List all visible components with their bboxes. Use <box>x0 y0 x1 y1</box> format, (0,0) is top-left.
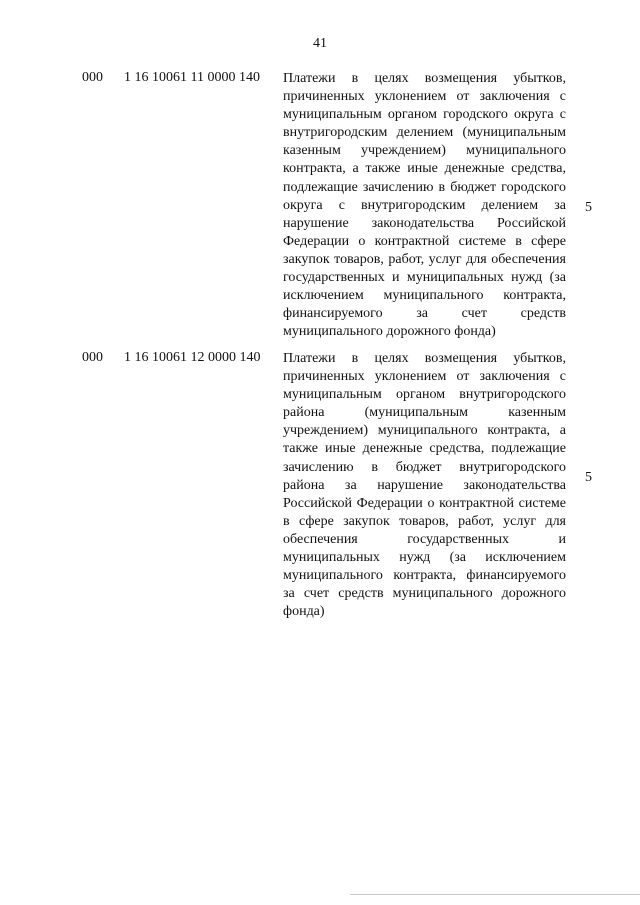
revenue-description: Платежи в целях возмещения убытков, причиненных уклонением от заключения с муниципальным органом городского округа с внутригородским делением (муниципальным казенным учреждением) муниципального контракта, а также иные денежные средства, подлежащие зачислению в бюджет городского округа с внутригородским делением за нарушение законодательства Российской Федерации о контрактной системе в сфере закупок товаров, работ, услуг для обеспечения государственных и муниципальных нужд (за исключением муниципального контракта, финансируемого за счет средств муниципального дорожного фонда) <box>283 71 566 340</box>
kbk-code: 1 16 10061 11 0000 140 <box>124 70 260 85</box>
kbk-code: 1 16 10061 12 0000 140 <box>124 350 261 365</box>
row-value: 5 <box>585 200 592 215</box>
page-number: 41 <box>313 36 327 51</box>
row-value: 5 <box>585 470 592 485</box>
admin-code: 000 <box>82 350 103 365</box>
page-edge-divider <box>350 894 640 895</box>
admin-code: 000 <box>82 70 103 85</box>
revenue-description: Платежи в целях возмещения убытков, причиненных уклонением от заключения с муниципальным органом внутригородского района (муниципальным казенным учреждением) муниципального контракта, а также иные денежные средства, подлежащие зачислению в бюджет внутригородского района за нарушение законодательства Российской Федерации о контрактной системе в сфере закупок товаров, работ, услуг для обеспечения государственных и муниципальных нужд (за исключением муниципального контракта, финансируемого за счет средств муниципального дорожного фонда) <box>283 351 566 620</box>
